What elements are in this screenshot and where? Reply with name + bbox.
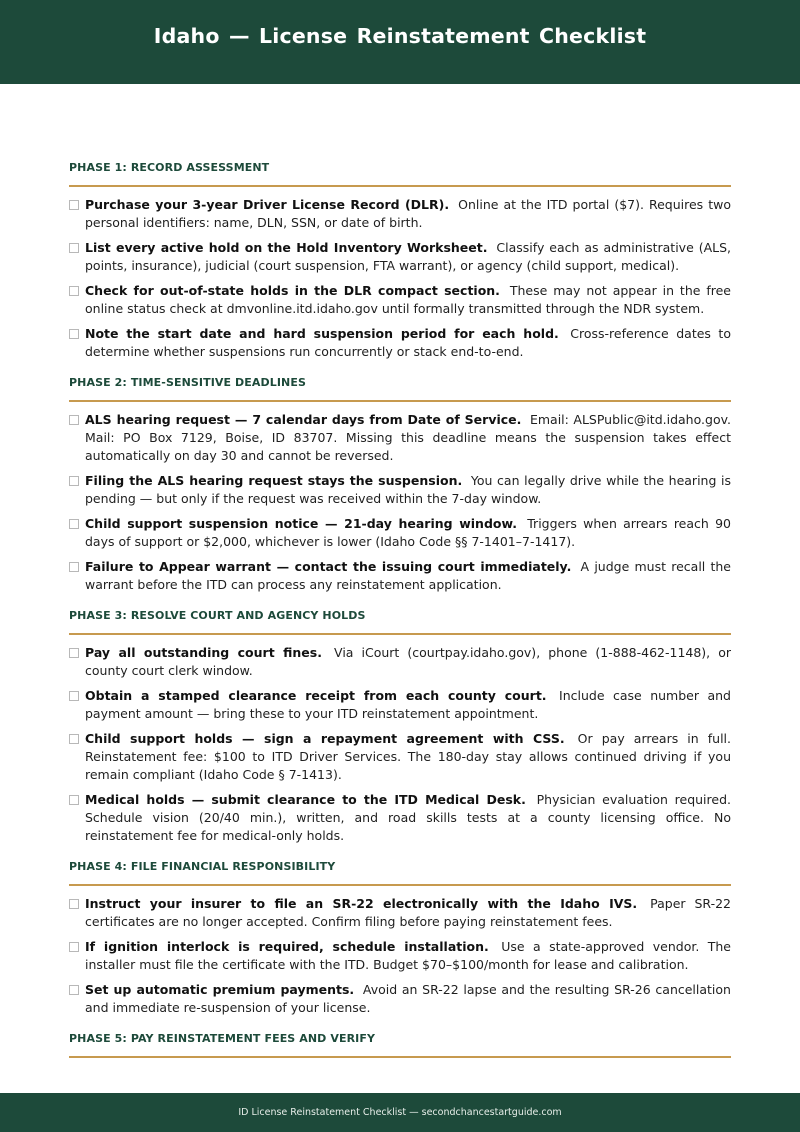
- checklist-item: [69, 938, 731, 974]
- checklist-item-lead: Check for out-of-state holds in the DLR compact section.: [85, 283, 500, 298]
- checkbox[interactable]: [69, 648, 79, 658]
- checklist-item-lead: Failure to Appear warrant — contact the issuing court immediately.: [85, 559, 572, 574]
- checkbox[interactable]: [69, 415, 79, 425]
- checklist-item-lead: Set up automatic premium payments.: [85, 982, 355, 997]
- checkbox[interactable]: [69, 795, 79, 805]
- checkbox[interactable]: [69, 899, 79, 909]
- checklist-item: [69, 239, 731, 275]
- checklist-item-body: Cross-reference dates to determine whether suspensions run concurrently or stack end-to-end.: [85, 326, 731, 359]
- checklist-item: [69, 558, 731, 594]
- checklist-item-lead: Child support suspension notice — 21-day hearing window.: [85, 516, 517, 531]
- phase-title: PHASE 2: TIME-SENSITIVE DEADLINES: [69, 373, 731, 402]
- checklist-item-body: Classify each as administrative (ALS, points, insurance), judicial (court suspension, FTA warrant), or agency (child support, medical).: [85, 240, 732, 273]
- phase-section: [69, 606, 731, 845]
- checklist-item-lead: Medical holds — submit clearance to the ITD Medical Desk.: [85, 792, 526, 807]
- checklist-item: [69, 895, 731, 931]
- checklist-item-body: Paper SR-22 certificates are no longer accepted. Confirm filing before paying reinstatement fees.: [85, 896, 732, 929]
- checkbox[interactable]: [69, 519, 79, 529]
- checklist-item-body: You can legally drive while the hearing is pending — but only if the request was received within the 7-day window.: [85, 473, 732, 506]
- checkbox[interactable]: [69, 985, 79, 995]
- checkbox[interactable]: [69, 734, 79, 744]
- checkbox[interactable]: [69, 476, 79, 486]
- checklist-item-lead: Filing the ALS hearing request stays the suspension.: [85, 473, 463, 488]
- checklist-item: [69, 515, 731, 551]
- footer-text: ID License Reinstatement Checklist — secondchancestartguide.com: [238, 1107, 562, 1118]
- checklist-item-body: Avoid an SR-22 lapse and the resulting SR-26 cancellation and immediate re-suspension of your license.: [85, 982, 731, 1015]
- checkbox[interactable]: [69, 942, 79, 952]
- checkbox[interactable]: [69, 691, 79, 701]
- checklist-item: [69, 730, 731, 784]
- checklist-item-body: Or pay arrears in full. Reinstatement fee: $100 to ITD Driver Services. The 180-day stay allows continued driving if you remain compliant (Idaho Code § 7-1413).: [85, 731, 731, 782]
- checkbox[interactable]: [69, 562, 79, 572]
- checklist-item: [69, 196, 731, 232]
- checklist-item-body: Physician evaluation required. Schedule vision (20/40 min.), written, and road skills tests at a county licensing office. No reinstatement fee for medical-only holds.: [85, 792, 731, 843]
- checklist-item: [69, 325, 731, 361]
- checklist-item: [69, 472, 731, 508]
- checklist-item: [69, 981, 731, 1017]
- page-header: [0, 0, 800, 84]
- checklist-item-body: These may not appear in the free online status check at dmvonline.itd.idaho.gov until formally transmitted through the NDR system.: [85, 283, 731, 316]
- phase-title: PHASE 5: PAY REINSTATEMENT FEES AND VERIFY: [69, 1029, 731, 1058]
- checklist-item-lead: ALS hearing request — 7 calendar days from Date of Service.: [85, 412, 522, 427]
- checklist-item: [69, 644, 731, 680]
- checklist-item: [69, 411, 731, 465]
- checklist-item-lead: Child support holds — sign a repayment agreement with CSS.: [85, 731, 565, 746]
- checklist-item-body: A judge must recall the warrant before the ITD can process any reinstatement application.: [85, 559, 731, 592]
- checkbox[interactable]: [69, 286, 79, 296]
- checklist-item-body: Via iCourt (courtpay.idaho.gov), phone (1-888-462-1148), or county court clerk window.: [85, 645, 732, 678]
- checklist-item-lead: List every active hold on the Hold Inventory Worksheet.: [85, 240, 488, 255]
- phase-section: [69, 158, 731, 361]
- checkbox[interactable]: [69, 243, 79, 253]
- checklist-item-lead: Purchase your 3-year Driver License Record (DLR).: [85, 197, 450, 212]
- checklist-item-body: Triggers when arrears reach 90 days of support or $2,000, whichever is lower (Idaho Code §§ 7-1401–7-1417).: [85, 516, 731, 549]
- page-title: Idaho — License Reinstatement Checklist: [153, 24, 647, 48]
- checkbox[interactable]: [69, 200, 79, 210]
- checklist-content: [69, 158, 731, 1070]
- checklist-item-body: Use a state-approved vendor. The installer must file the certificate with the ITD. Budget $70–$100/month for lease and calibration.: [85, 939, 731, 972]
- checklist-item-lead: Instruct your insurer to file an SR-22 electronically with the Idaho IVS.: [85, 896, 638, 911]
- phase-title: PHASE 1: RECORD ASSESSMENT: [69, 158, 731, 187]
- checklist-item: [69, 791, 731, 845]
- checkbox[interactable]: [69, 329, 79, 339]
- phase-section: [69, 373, 731, 594]
- checklist-item-body: Include case number and payment amount — bring these to your ITD reinstatement appointment.: [85, 688, 731, 721]
- checklist-item-body: Online at the ITD portal ($7). Requires two personal identifiers: name, DLN, SSN, or date of birth.: [85, 197, 731, 230]
- page-footer: [0, 1093, 800, 1132]
- checklist-item-lead: If ignition interlock is required, schedule installation.: [85, 939, 489, 954]
- checklist-item: [69, 687, 731, 723]
- phase-section: [69, 857, 731, 1017]
- checklist-item-lead: Obtain a stamped clearance receipt from each county court.: [85, 688, 547, 703]
- checklist-item-lead: Pay all outstanding court fines.: [85, 645, 322, 660]
- checklist-item: [69, 282, 731, 318]
- phase-title: PHASE 3: RESOLVE COURT AND AGENCY HOLDS: [69, 606, 731, 635]
- phase-section: [69, 1029, 731, 1058]
- checklist-item-lead: Note the start date and hard suspension period for each hold.: [85, 326, 559, 341]
- phase-title: PHASE 4: FILE FINANCIAL RESPONSIBILITY: [69, 857, 731, 886]
- checklist-item-body: Email: ALSPublic@itd.idaho.gov. Mail: PO Box 7129, Boise, ID 83707. Missing this deadline means the suspension takes effect automatically on day 30 and cannot be reversed.: [85, 412, 731, 463]
